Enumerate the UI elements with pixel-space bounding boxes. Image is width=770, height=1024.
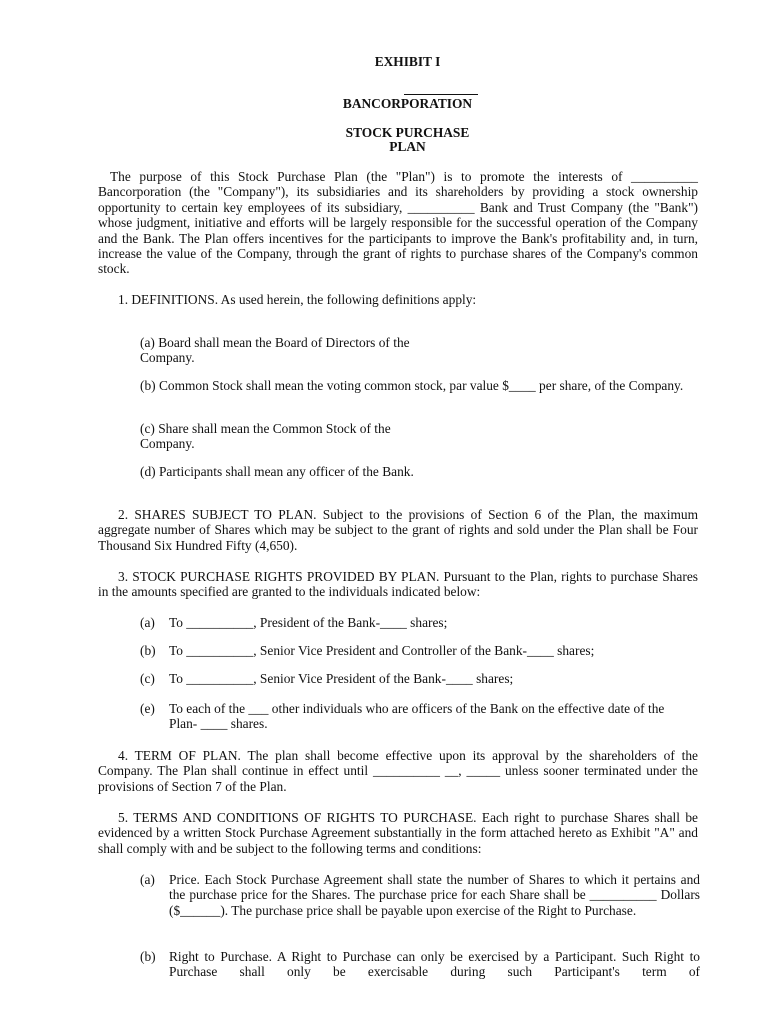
list-item-label: (b): [140, 643, 156, 658]
intro-paragraph: The purpose of this Stock Purchase Plan (the "Plan") is to promote the interests of __________ Bancorporation (the "Company"), its subsidiaries and its shareholders by providing a stock ownership opportunity to certain key employees of its subsidiary, __________ Bank and Trust Company (the "Bank") whose judgment, initiative and efforts will be largely responsible for the successful operation of the Company and the Bank. The Plan offers incentives for the participants to improve the Bank's profitability and, in turn, increase the value of the Company, through the grant of rights to purchase shares of the Company's common stock.: [98, 169, 698, 277]
plan-title-line2: PLAN: [389, 139, 426, 154]
section-2-shares-subject: 2. SHARES SUBJECT TO PLAN. Subject to the provisions of Section 6 of the Plan, the maximum aggregate number of Shares which may be subject to the grant of rights and sold under the Plan shall be Four Thousand Six Hundred Fifty (4,650).: [98, 507, 698, 553]
list-item-label: (b): [140, 949, 156, 964]
list-item-text: To __________, Senior Vice President of the Bank-____ shares;: [169, 671, 514, 686]
definition-board: (a) Board shall mean the Board of Directors of the Company.: [140, 335, 410, 366]
definition-participants: (d) Participants shall mean any officer of the Bank.: [140, 464, 414, 479]
company-title-suffix: CORPORATION: [371, 96, 473, 111]
exhibit-title: EXHIBIT I: [374, 54, 441, 69]
plan-title: [0, 126, 770, 154]
list-item-text: To __________, President of the Bank-____ shares;: [169, 615, 448, 630]
section-4-term-of-plan: 4. TERM OF PLAN. The plan shall become effective upon its approval by the shareholders of the Company. The Plan shall continue in effect until __________ __, _____ unless sooner terminated under the provisions of Section 7 of the Plan.: [98, 748, 698, 794]
section-5-terms-and-conditions: 5. TERMS AND CONDITIONS OF RIGHTS TO PURCHASE. Each right to purchase Shares shall be evidenced by a written Stock Purchase Agreement substantially in the form attached hereto as Exhibit "A" and shall comply with and be subject to the following terms and conditions:: [98, 810, 698, 856]
section-3-stock-purchase-rights: 3. STOCK PURCHASE RIGHTS PROVIDED BY PLAN. Pursuant to the Plan, rights to purchase Shares in the amounts specified are granted to the individuals indicated below:: [98, 569, 698, 600]
list-item-text: Right to Purchase. A Right to Purchase can only be exercised by a Participant. Such Right to Purchase shall only be exercisable during such Participant's term of: [169, 949, 700, 980]
list-item-text: To each of the ___ other individuals who are officers of the Bank on the effective date of the Plan- ____ shares.: [169, 701, 665, 732]
list-item-text: To __________, Senior Vice President and Controller of the Bank-____ shares;: [169, 643, 595, 658]
definitions-heading: 1. DEFINITIONS. As used herein, the following definitions apply:: [118, 292, 477, 307]
company-title: [0, 96, 770, 111]
definition-common-stock: (b) Common Stock shall mean the voting common stock, par value $____ per share, of the Company.: [140, 378, 684, 393]
list-item-label: (a): [140, 872, 155, 887]
list-item-label: (a): [140, 615, 155, 630]
company-title-prefix: BAN: [342, 96, 372, 111]
plan-title-line1: STOCK PURCHASE: [345, 125, 470, 140]
list-item-label: (c): [140, 671, 155, 686]
list-item-text: Price. Each Stock Purchase Agreement shall state the number of Shares to which it pertains and the purchase price for the Shares. The purchase price for each Share shall be __________ Dollars ($______). The purchase price shall be payable upon exercise of the Right to Purchase.: [169, 872, 700, 918]
definition-share: (c) Share shall mean the Common Stock of the Company.: [140, 421, 391, 452]
list-item-label: (e): [140, 701, 155, 716]
